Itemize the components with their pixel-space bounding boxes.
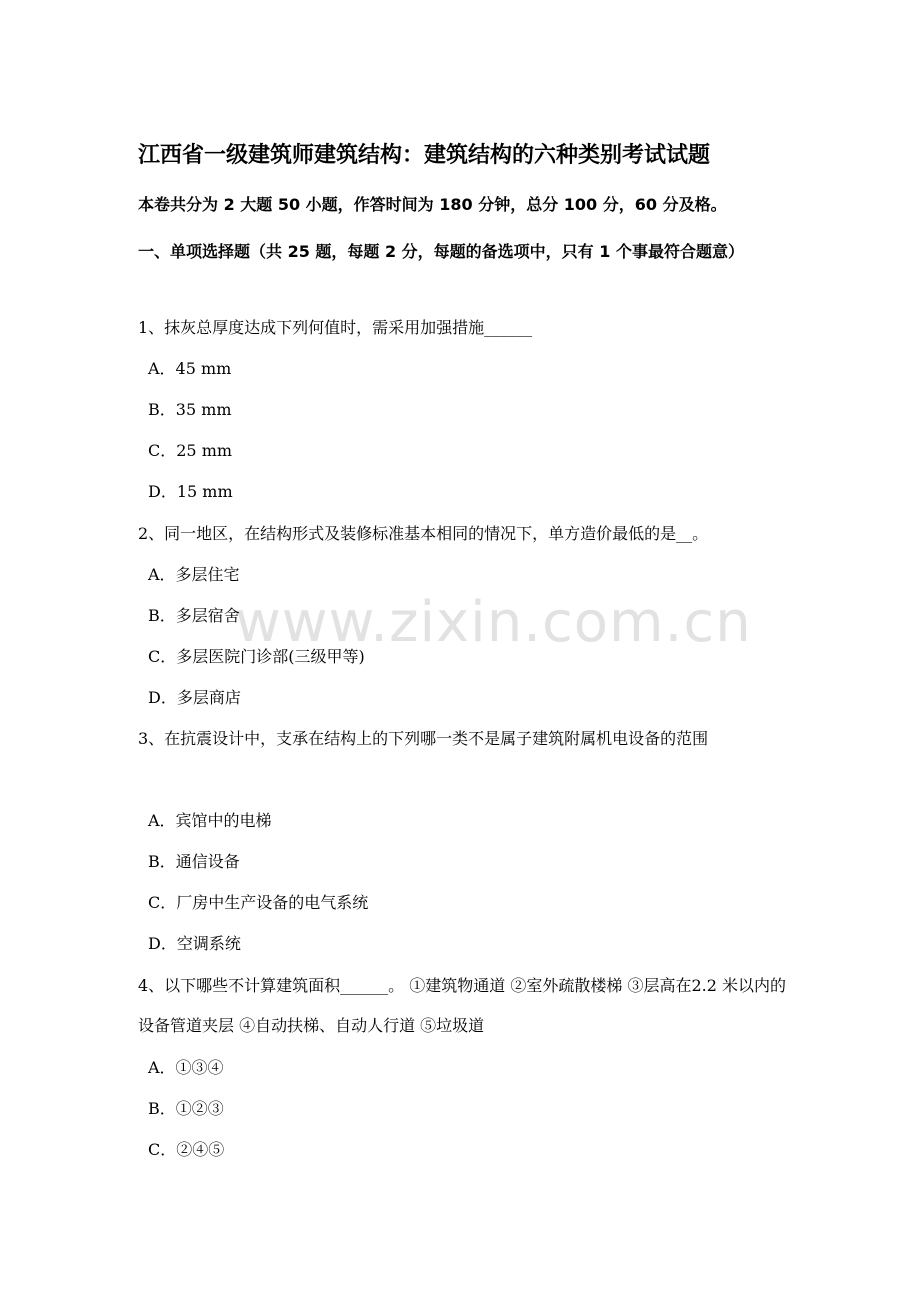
question-4-option-b: B．①②③ <box>148 1099 224 1118</box>
question-3-stem: 3、在抗震设计中，支承在结构上的下列哪一类不是属子建筑附属机电设备的范围 <box>138 729 709 748</box>
question-2-option-b: B．多层宿舍 <box>148 606 240 625</box>
question-3-option-b: B．通信设备 <box>148 852 240 871</box>
question-1-stem: 1、抹灰总厚度达成下列何值时，需采用加强措施______ <box>138 318 533 337</box>
question-4-option-c: C．②④⑤ <box>148 1140 225 1159</box>
question-4-stem: 4、以下哪些不计算建筑面积______。 ①建筑物通道 ②室外疏散楼梯 ③层高在2.2 米以内的设备管道夹层 ④自动扶梯、自动人行道 ⑤垃圾道 <box>138 976 786 1035</box>
question-1-option-b: B．35 mm <box>148 400 232 419</box>
question-3-option-a: A．宾馆中的电梯 <box>148 811 272 830</box>
question-3-option-d: D．空调系统 <box>148 934 241 953</box>
question-1-option-d: D．15 mm <box>148 482 233 501</box>
exam-intro: 本卷共分为 2 大题 50 小题，作答时间为 180 分钟，总分 100 分，60 分及格。 <box>138 195 727 214</box>
document-title: 江西省一级建筑师建筑结构：建筑结构的六种类别考试试题 <box>138 143 711 168</box>
question-2-stem: 2、同一地区，在结构形式及装修标准基本相同的情况下，单方造价最低的是__。 <box>138 524 709 543</box>
question-1-option-a: A．45 mm <box>148 359 232 378</box>
question-2-option-d: D．多层商店 <box>148 688 241 707</box>
question-4-option-a: A．①③④ <box>148 1058 224 1077</box>
watermark: www.zixin.com.cn <box>235 590 752 655</box>
question-2-option-a: A．多层住宅 <box>148 565 240 584</box>
question-2-option-c: C．多层医院门诊部(三级甲等) <box>148 647 365 666</box>
section-heading: 一、单项选择题（共 25 题，每题 2 分，每题的备选项中，只有 1 个事最符合题意） <box>138 242 744 261</box>
question-3-option-c: C．厂房中生产设备的电气系统 <box>148 893 369 912</box>
question-1-option-c: C．25 mm <box>148 441 233 460</box>
